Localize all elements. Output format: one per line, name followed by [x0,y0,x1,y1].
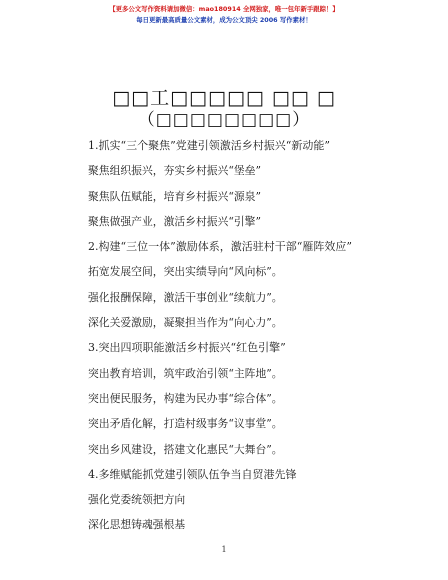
body-line: 突出乡风建设，搭建文化惠民“大舞台”。 [88,442,283,456]
body-line: 突出教育培训，筑牢政治引领“主阵地”。 [88,366,283,380]
body-line: 聚焦队伍赋能，培育乡村振兴“源泉” [88,189,261,203]
body-line: 强化党委统领把方向 [88,493,186,507]
body-line: 聚焦组织振兴，夯实乡村振兴“堡垒” [88,164,261,178]
body-line: 突出矛盾化解，打造村级事务“议事堂”。 [88,417,283,431]
promo-line-red: 【更多公文写作资料请加微信：mao180914 全网独家，唯一包年新手跟踪！】 [109,5,339,13]
body-line: 突出便民服务，构建为民办事“综合体”。 [88,391,283,405]
document-subtitle: （□□□□□□□□） [137,110,311,130]
page-number: 1 [221,545,227,554]
body-line: 聚焦做强产业，激活乡村振兴“引擎” [88,214,261,228]
body-line: 强化报酬保障，激活干事创业“续航力”。 [88,290,283,304]
body-line: 深化思想铸魂强根基 [88,518,186,532]
section-heading-2: 2.构建“三位一体”激励体系，激活驻村干部“雁阵效应” [88,240,352,254]
promo-line-blue: 每日更新最高质量公文素材，成为公文顶尖 2006 写作素材！ [136,16,312,24]
section-heading-4: 4.多维赋能抓党建引领队伍争当自贸港先锋 [88,467,297,481]
document-title: □□工□□□□□ □□ □ [112,87,336,109]
body-line: 拓宽发展空间，突出实绩导向“风向标”。 [88,265,283,279]
document-body [88,133,428,538]
body-line: 深化关爱激励，凝聚担当作为“向心力”。 [88,316,283,330]
section-heading-3: 3.突出四项职能激活乡村振兴“红色引擎” [88,341,286,355]
section-heading-1: 1.抓实“三个聚焦”党建引领激活乡村振兴“新动能” [88,139,330,152]
